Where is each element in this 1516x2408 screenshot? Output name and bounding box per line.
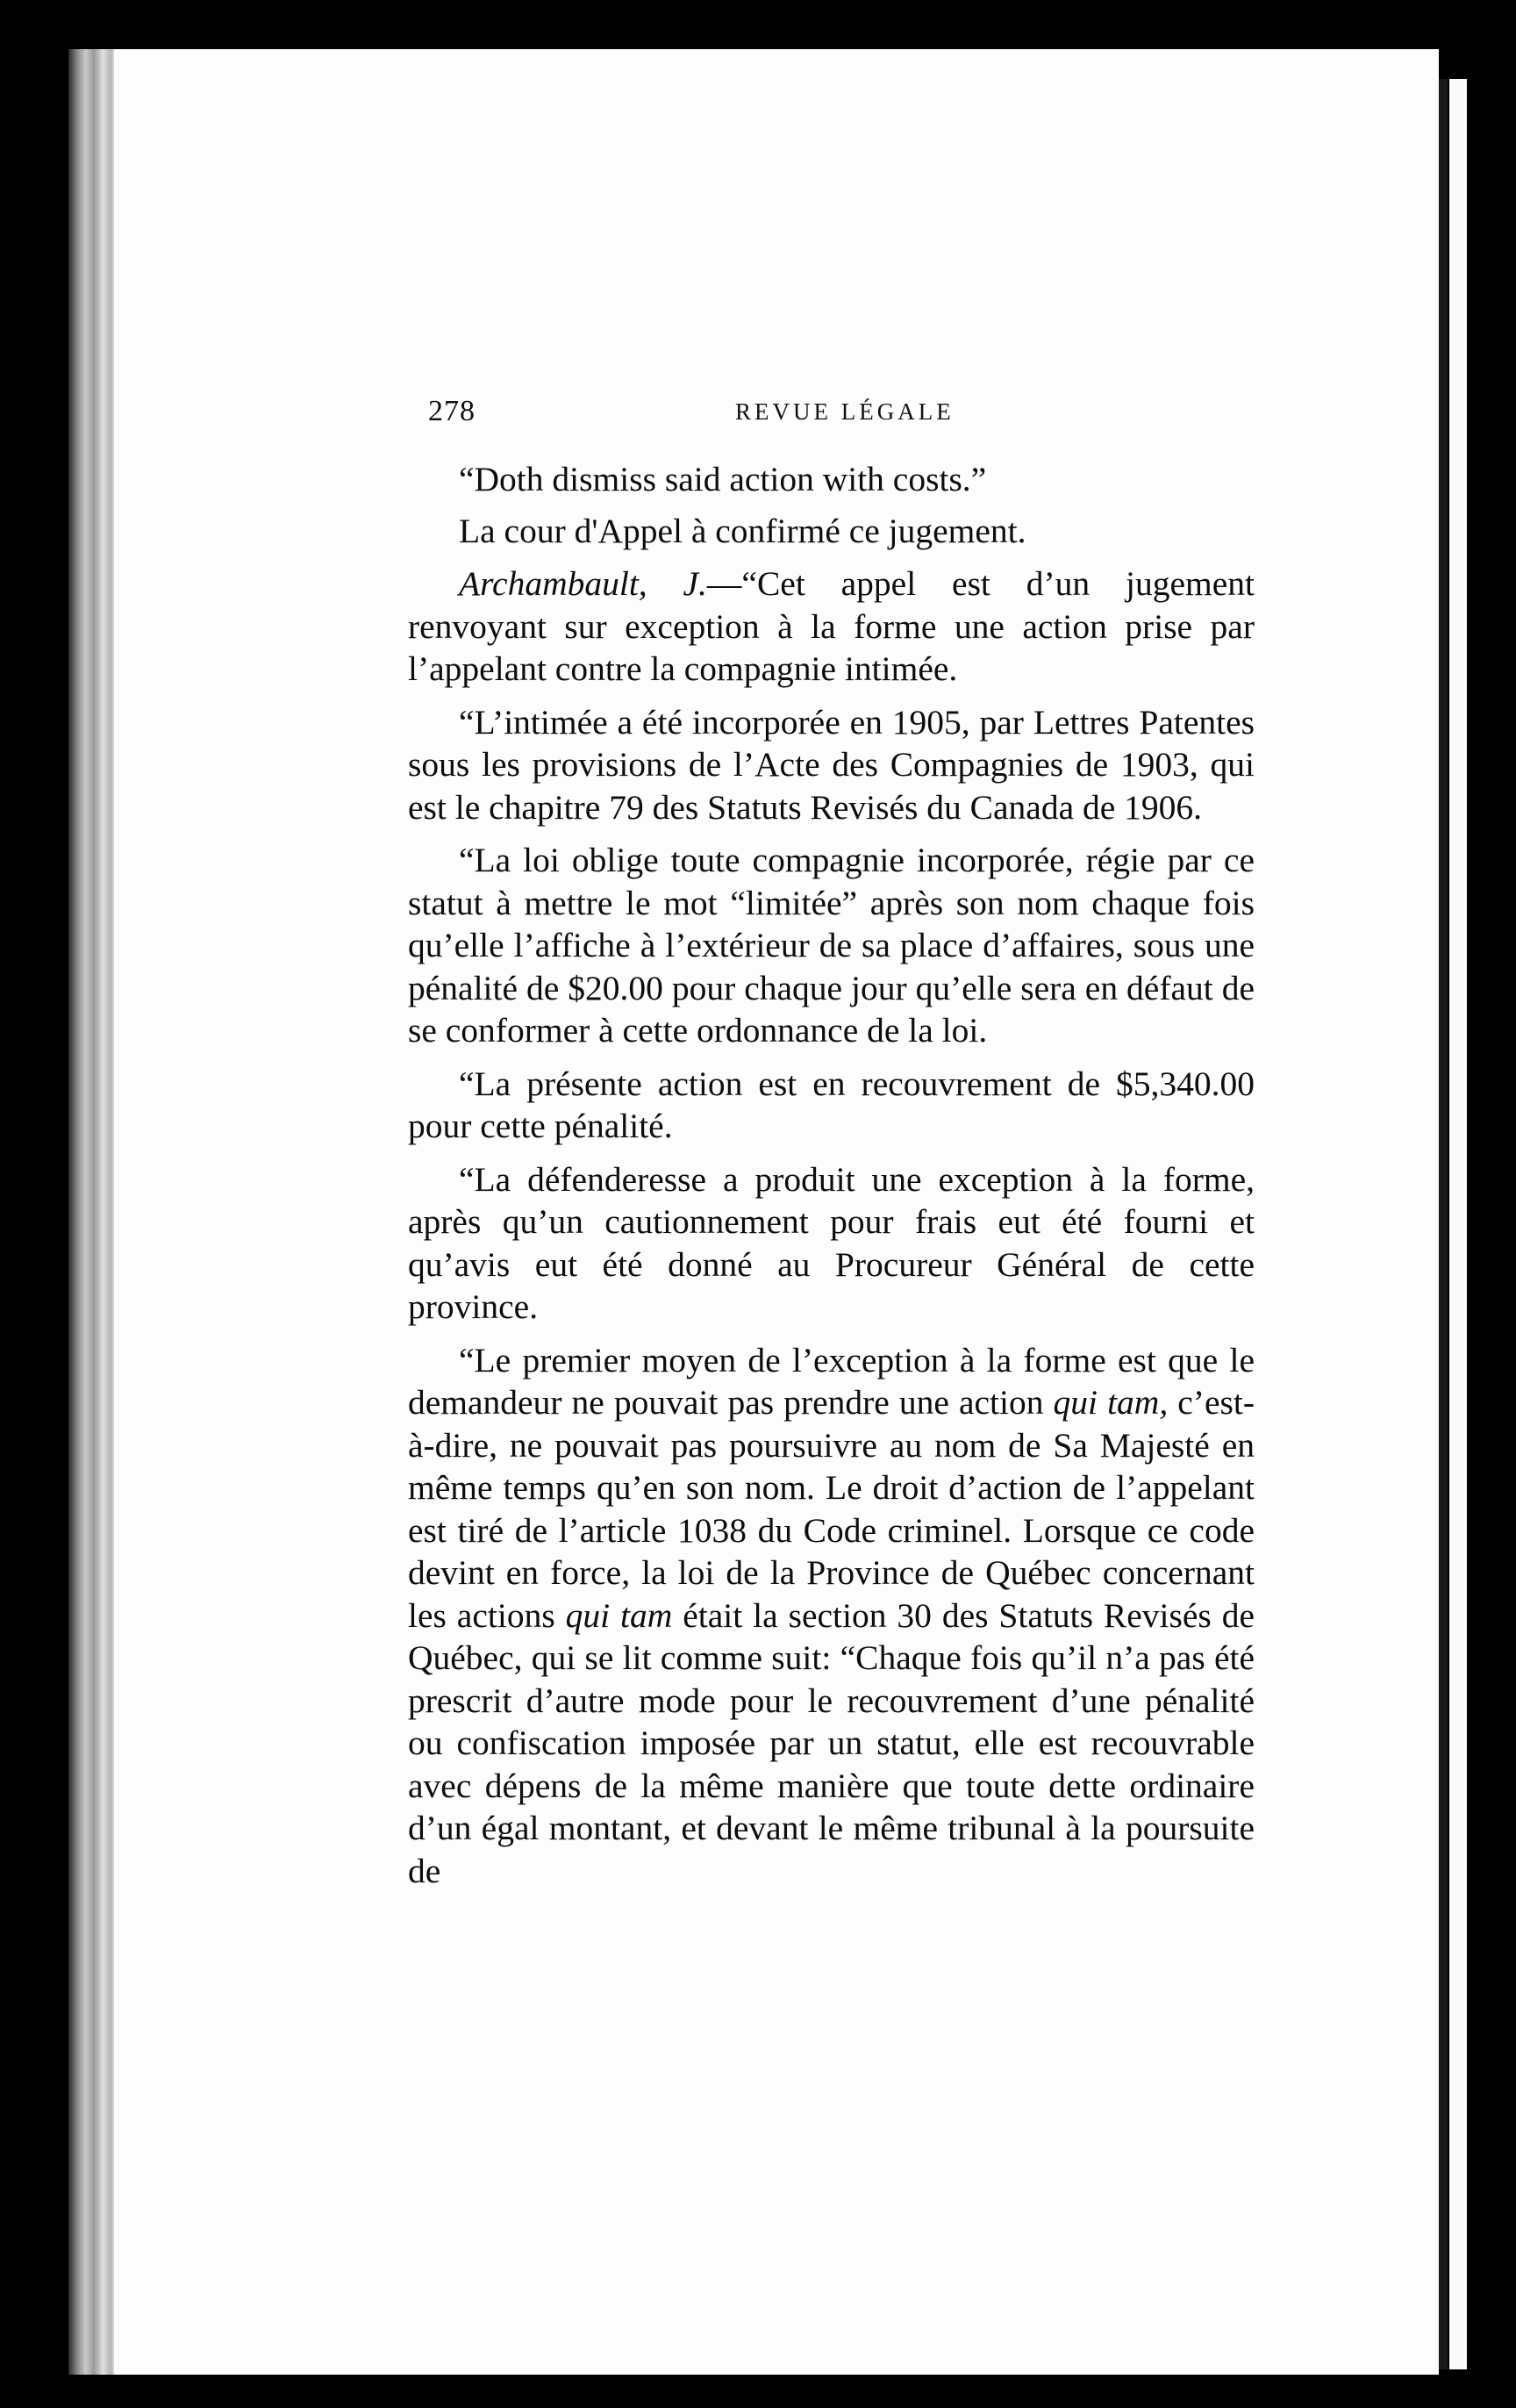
- page-gutter: [1439, 79, 1448, 2369]
- latin-term: qui tam,: [1053, 1383, 1169, 1422]
- page-edge: [68, 49, 118, 2375]
- paragraph: “La présente action est en recouvrement de $5,340.00 pour cette pénalité.: [408, 1064, 1255, 1145]
- next-page-edge: [1449, 79, 1467, 2369]
- paragraph: “La loi oblige toute compagnie incorporée, régie par ce statut à mettre le mot “limitée” après son nom chaque fois qu’elle l’affiche à l’extérieur de sa place d’affaires, sous une pénalité de $20.00 pour chaque jour qu’elle sera en défaut de se conformer à cette ordonnance de la loi.: [408, 841, 1255, 1050]
- paragraph: “L’intimée a été incorporée en 1905, par Lettres Patentes sous les provisions de l’Acte des Compagnies de 1903, qui est le chapitre 79 des Statuts Revisés du Canada de 1906.: [408, 702, 1255, 827]
- body-text: [408, 458, 1255, 1903]
- paragraph: “Doth dismiss said action with costs.”: [459, 460, 987, 498]
- paragraph: [408, 563, 1255, 691]
- paragraph-text: —“Cet appel est d’un jugement renvoyant sur exception à la forme une action prise par l’appelant contre la compagnie intimée.: [408, 564, 1255, 688]
- paragraph-text: c’est-à-dire, ne pouvait pas poursuivre au nom de Sa Majesté en même temps qu’en son nom. Le droit d’action de l’appelant est tiré de l’article 1038 du Code criminel. Lorsque ce code devint en force, la loi de la Province de Québec concernant les actions: [408, 1383, 1255, 1635]
- running-title: REVUE LÉGALE: [735, 398, 955, 425]
- paragraph: La cour d'Appel à confirmé ce jugement.: [459, 511, 1026, 550]
- paragraph: “La défenderesse a produit une exception à la forme, après qu’un cautionnement pour frais eut été fourni et qu’avis eut été donné au Procureur Général de cette province.: [408, 1159, 1255, 1326]
- judge-name: Archambault, J.: [459, 564, 707, 603]
- paragraph: [408, 1339, 1255, 1893]
- latin-term: qui tam: [565, 1595, 673, 1635]
- paragraph-text: était la section 30 des Statuts Revisés de Québec, qui se lit comme suit: “Chaque fois qu’il n’a pas été prescrit d’autre mode pour le recouvrement d’une pénalité ou confiscation imposée par un statut, elle est recouvrable avec dépens de la même manière que toute dette ordinaire d’un égal montant, et devant le même tribunal à la poursuite de: [408, 1595, 1255, 1890]
- page-header: [428, 395, 1253, 430]
- paragraph-text: “Le premier moyen de l’exception à la forme est que le demandeur ne pouvait pas prendre une action: [408, 1340, 1255, 1422]
- page-number: 278: [428, 395, 476, 427]
